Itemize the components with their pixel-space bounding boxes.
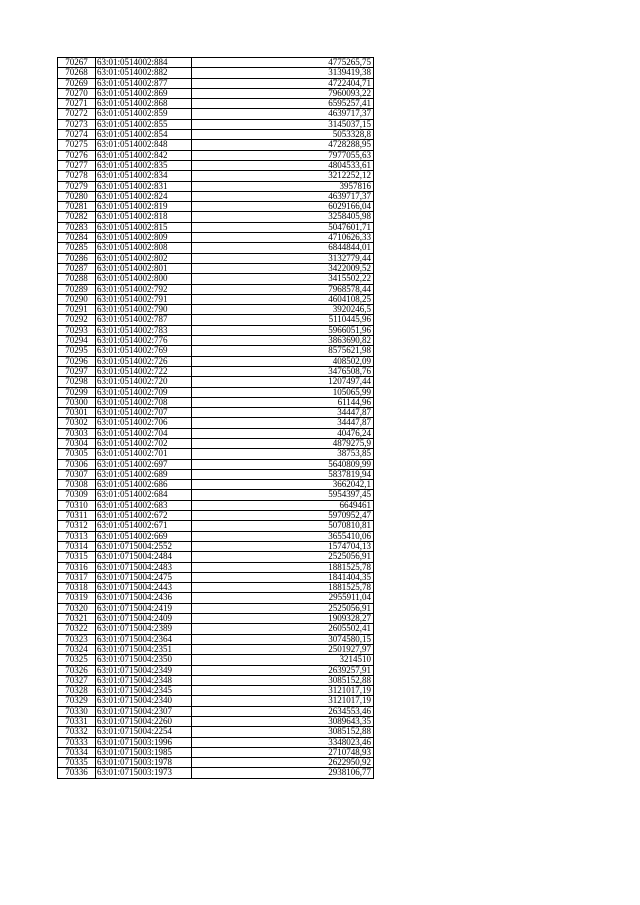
table-row <box>58 408 374 418</box>
row-number-cell: 70301 <box>58 408 96 418</box>
cadastral-number-cell: 63:01:0514002:709 <box>96 387 192 397</box>
cadastral-value-cell: 4639717,37 <box>192 109 374 119</box>
table-row <box>58 634 374 644</box>
table-row <box>58 531 374 541</box>
row-number-cell: 70299 <box>58 387 96 397</box>
row-number-cell: 70328 <box>58 686 96 696</box>
cadastral-number-cell: 63:01:0715004:2345 <box>96 686 192 696</box>
cadastral-value-cell: 1881525,78 <box>192 583 374 593</box>
cadastral-value-cell: 7977055,63 <box>192 150 374 160</box>
table-row <box>58 150 374 160</box>
row-number-cell: 70268 <box>58 68 96 78</box>
cadastral-value-cell: 6595257,41 <box>192 99 374 109</box>
table-row <box>58 294 374 304</box>
table-row <box>58 68 374 78</box>
row-number-cell: 70284 <box>58 233 96 243</box>
cadastral-number-cell: 63:01:0514002:790 <box>96 305 192 315</box>
cadastral-value-cell: 3662042,1 <box>192 480 374 490</box>
row-number-cell: 70310 <box>58 500 96 510</box>
cadastral-value-cell: 105065,99 <box>192 387 374 397</box>
cadastral-number-cell: 63:01:0715004:2409 <box>96 614 192 624</box>
cadastral-value-cell: 5640809,99 <box>192 459 374 469</box>
cadastral-value-cell: 2955911,04 <box>192 593 374 603</box>
cadastral-number-cell: 63:01:0715003:1978 <box>96 758 192 768</box>
cadastral-value-cell: 3655410,06 <box>192 531 374 541</box>
cadastral-value-cell: 3863690,82 <box>192 336 374 346</box>
cadastral-number-cell: 63:01:0514002:783 <box>96 325 192 335</box>
cadastral-number-cell: 63:01:0514002:791 <box>96 294 192 304</box>
table-row <box>58 387 374 397</box>
cadastral-number-cell: 63:01:0514002:855 <box>96 119 192 129</box>
row-number-cell: 70282 <box>58 212 96 222</box>
cadastral-value-cell: 3920246,5 <box>192 305 374 315</box>
cadastral-number-cell: 63:01:0715004:2552 <box>96 541 192 551</box>
cadastral-number-cell: 63:01:0715004:2340 <box>96 696 192 706</box>
cadastral-value-cell: 1574704,13 <box>192 541 374 551</box>
row-number-cell: 70296 <box>58 356 96 366</box>
cadastral-number-cell: 63:01:0514002:776 <box>96 336 192 346</box>
cadastral-number-cell: 63:01:0514002:831 <box>96 181 192 191</box>
cadastral-number-cell: 63:01:0514002:708 <box>96 397 192 407</box>
row-number-cell: 70269 <box>58 78 96 88</box>
table-row <box>58 397 374 407</box>
cadastral-number-cell: 63:01:0514002:818 <box>96 212 192 222</box>
cadastral-number-cell: 63:01:0514002:702 <box>96 438 192 448</box>
cadastral-value-cell: 3476508,76 <box>192 366 374 376</box>
cadastral-value-cell: 34447,87 <box>192 418 374 428</box>
cadastral-value-cell: 2622950,92 <box>192 758 374 768</box>
row-number-cell: 70291 <box>58 305 96 315</box>
cadastral-value-cell: 2639257,91 <box>192 665 374 675</box>
row-number-cell: 70292 <box>58 315 96 325</box>
cadastral-number-cell: 63:01:0514002:842 <box>96 150 192 160</box>
table-row <box>58 706 374 716</box>
row-number-cell: 70290 <box>58 294 96 304</box>
table-row <box>58 99 374 109</box>
cadastral-value-cell: 1909328,27 <box>192 614 374 624</box>
row-number-cell: 70286 <box>58 253 96 263</box>
cadastral-value-cell: 4804533,61 <box>192 160 374 170</box>
cadastral-number-cell: 63:01:0514002:726 <box>96 356 192 366</box>
cadastral-value-cell: 6649461 <box>192 500 374 510</box>
table-row <box>58 109 374 119</box>
cadastral-number-cell: 63:01:0514002:669 <box>96 531 192 541</box>
table-row <box>58 160 374 170</box>
table-body <box>58 58 374 779</box>
cadastral-value-cell: 3085152,88 <box>192 727 374 737</box>
row-number-cell: 70312 <box>58 521 96 531</box>
row-number-cell: 70283 <box>58 222 96 232</box>
row-number-cell: 70295 <box>58 346 96 356</box>
cadastral-number-cell: 63:01:0514002:835 <box>96 160 192 170</box>
row-number-cell: 70329 <box>58 696 96 706</box>
row-number-cell: 70304 <box>58 438 96 448</box>
table-row <box>58 675 374 685</box>
row-number-cell: 70287 <box>58 263 96 273</box>
cadastral-number-cell: 63:01:0514002:869 <box>96 88 192 98</box>
cadastral-value-cell: 4722404,71 <box>192 78 374 88</box>
cadastral-value-cell: 3348023,46 <box>192 737 374 747</box>
table-row <box>58 603 374 613</box>
table-row <box>58 171 374 181</box>
table-row <box>58 459 374 469</box>
table-row <box>58 480 374 490</box>
table-row <box>58 233 374 243</box>
table-row <box>58 552 374 562</box>
cadastral-value-cell: 4879275,9 <box>192 438 374 448</box>
cadastral-number-cell: 63:01:0715004:2348 <box>96 675 192 685</box>
row-number-cell: 70332 <box>58 727 96 737</box>
table-row <box>58 747 374 757</box>
cadastral-number-cell: 63:01:0514002:701 <box>96 449 192 459</box>
table-row <box>58 655 374 665</box>
row-number-cell: 70326 <box>58 665 96 675</box>
cadastral-number-cell: 63:01:0514002:824 <box>96 191 192 201</box>
cadastral-number-cell: 63:01:0715004:2351 <box>96 644 192 654</box>
cadastral-value-cell: 2501927,97 <box>192 644 374 654</box>
cadastral-value-cell: 7960093,22 <box>192 88 374 98</box>
cadastral-number-cell: 63:01:0715004:2484 <box>96 552 192 562</box>
row-number-cell: 70331 <box>58 717 96 727</box>
row-number-cell: 70285 <box>58 243 96 253</box>
cadastral-number-cell: 63:01:0715004:2443 <box>96 583 192 593</box>
cadastral-value-cell: 5047601,71 <box>192 222 374 232</box>
row-number-cell: 70270 <box>58 88 96 98</box>
cadastral-number-cell: 63:01:0514002:684 <box>96 490 192 500</box>
row-number-cell: 70272 <box>58 109 96 119</box>
cadastral-value-cell: 3957816 <box>192 181 374 191</box>
cadastral-number-cell: 63:01:0514002:707 <box>96 408 192 418</box>
cadastral-number-cell: 63:01:0514002:697 <box>96 459 192 469</box>
cadastral-value-cell: 5837819,94 <box>192 469 374 479</box>
row-number-cell: 70293 <box>58 325 96 335</box>
cadastral-value-cell: 4728288,95 <box>192 140 374 150</box>
cadastral-number-cell: 63:01:0514002:769 <box>96 346 192 356</box>
cadastral-number-cell: 63:01:0514002:859 <box>96 109 192 119</box>
table-row <box>58 253 374 263</box>
row-number-cell: 70298 <box>58 377 96 387</box>
cadastral-value-cell: 61144,96 <box>192 397 374 407</box>
cadastral-number-cell: 63:01:0715003:1985 <box>96 747 192 757</box>
row-number-cell: 70279 <box>58 181 96 191</box>
table-row <box>58 336 374 346</box>
cadastral-number-cell: 63:01:0715004:2364 <box>96 634 192 644</box>
cadastral-value-cell: 34447,87 <box>192 408 374 418</box>
row-number-cell: 70300 <box>58 397 96 407</box>
cadastral-value-cell: 3121017,19 <box>192 696 374 706</box>
table-row <box>58 696 374 706</box>
cadastral-value-cell: 3422009,52 <box>192 263 374 273</box>
row-number-cell: 70275 <box>58 140 96 150</box>
table-row <box>58 717 374 727</box>
row-number-cell: 70277 <box>58 160 96 170</box>
table-row <box>58 284 374 294</box>
table-row <box>58 541 374 551</box>
cadastral-value-table <box>57 57 374 779</box>
cadastral-number-cell: 63:01:0715004:2389 <box>96 624 192 634</box>
row-number-cell: 70305 <box>58 449 96 459</box>
table-row <box>58 58 374 68</box>
cadastral-value-cell: 40476,24 <box>192 428 374 438</box>
row-number-cell: 70278 <box>58 171 96 181</box>
cadastral-value-cell: 5970952,47 <box>192 511 374 521</box>
table-row <box>58 366 374 376</box>
table-row <box>58 140 374 150</box>
row-number-cell: 70333 <box>58 737 96 747</box>
table-row <box>58 356 374 366</box>
row-number-cell: 70327 <box>58 675 96 685</box>
row-number-cell: 70294 <box>58 336 96 346</box>
table-row <box>58 644 374 654</box>
row-number-cell: 70316 <box>58 562 96 572</box>
cadastral-number-cell: 63:01:0514002:801 <box>96 263 192 273</box>
cadastral-value-cell: 5966051,96 <box>192 325 374 335</box>
cadastral-value-cell: 3132779,44 <box>192 253 374 263</box>
cadastral-value-cell: 2525056,91 <box>192 603 374 613</box>
row-number-cell: 70276 <box>58 150 96 160</box>
cadastral-value-cell: 3258405,98 <box>192 212 374 222</box>
table-row <box>58 593 374 603</box>
cadastral-value-cell: 3214510 <box>192 655 374 665</box>
cadastral-number-cell: 63:01:0514002:722 <box>96 366 192 376</box>
table-row <box>58 665 374 675</box>
cadastral-number-cell: 63:01:0514002:809 <box>96 233 192 243</box>
cadastral-value-cell: 3074580,15 <box>192 634 374 644</box>
cadastral-value-cell: 7968578,44 <box>192 284 374 294</box>
cadastral-value-cell: 2710748,93 <box>192 747 374 757</box>
cadastral-number-cell: 63:01:0514002:704 <box>96 428 192 438</box>
cadastral-number-cell: 63:01:0715004:2419 <box>96 603 192 613</box>
cadastral-value-cell: 6844844,01 <box>192 243 374 253</box>
cadastral-value-cell: 5053328,8 <box>192 130 374 140</box>
cadastral-value-cell: 1207497,44 <box>192 377 374 387</box>
cadastral-number-cell: 63:01:0514002:882 <box>96 68 192 78</box>
table-row <box>58 624 374 634</box>
table-row <box>58 583 374 593</box>
cadastral-value-cell: 3212252,12 <box>192 171 374 181</box>
cadastral-value-cell: 2634553,46 <box>192 706 374 716</box>
cadastral-number-cell: 63:01:0514002:787 <box>96 315 192 325</box>
cadastral-value-cell: 4775265,75 <box>192 58 374 68</box>
row-number-cell: 70274 <box>58 130 96 140</box>
row-number-cell: 70302 <box>58 418 96 428</box>
cadastral-value-cell: 38753,85 <box>192 449 374 459</box>
cadastral-number-cell: 63:01:0715003:1996 <box>96 737 192 747</box>
table-row <box>58 686 374 696</box>
row-number-cell: 70297 <box>58 366 96 376</box>
cadastral-number-cell: 63:01:0514002:815 <box>96 222 192 232</box>
cadastral-value-cell: 5110445,96 <box>192 315 374 325</box>
row-number-cell: 70330 <box>58 706 96 716</box>
table-row <box>58 243 374 253</box>
cadastral-number-cell: 63:01:0514002:683 <box>96 500 192 510</box>
table-row <box>58 428 374 438</box>
row-number-cell: 70336 <box>58 768 96 778</box>
cadastral-number-cell: 63:01:0514002:689 <box>96 469 192 479</box>
cadastral-value-cell: 4604108,25 <box>192 294 374 304</box>
row-number-cell: 70335 <box>58 758 96 768</box>
table-row <box>58 325 374 335</box>
table-row <box>58 511 374 521</box>
cadastral-number-cell: 63:01:0514002:706 <box>96 418 192 428</box>
cadastral-number-cell: 63:01:0514002:848 <box>96 140 192 150</box>
table-row <box>58 768 374 778</box>
cadastral-number-cell: 63:01:0715003:1973 <box>96 768 192 778</box>
row-number-cell: 70308 <box>58 480 96 490</box>
row-number-cell: 70317 <box>58 572 96 582</box>
cadastral-value-cell: 408502,09 <box>192 356 374 366</box>
cadastral-number-cell: 63:01:0514002:686 <box>96 480 192 490</box>
table-row <box>58 727 374 737</box>
row-number-cell: 70288 <box>58 274 96 284</box>
table-row <box>58 500 374 510</box>
table-row <box>58 78 374 88</box>
table-row <box>58 469 374 479</box>
table-row <box>58 572 374 582</box>
row-number-cell: 70267 <box>58 58 96 68</box>
row-number-cell: 70324 <box>58 644 96 654</box>
table-row <box>58 758 374 768</box>
cadastral-number-cell: 63:01:0715004:2436 <box>96 593 192 603</box>
row-number-cell: 70322 <box>58 624 96 634</box>
row-number-cell: 70323 <box>58 634 96 644</box>
cadastral-value-cell: 3139419,38 <box>192 68 374 78</box>
table-row <box>58 449 374 459</box>
cadastral-value-cell: 3145037,15 <box>192 119 374 129</box>
cadastral-value-cell: 3085152,88 <box>192 675 374 685</box>
cadastral-number-cell: 63:01:0715004:2475 <box>96 572 192 582</box>
table-row <box>58 737 374 747</box>
row-number-cell: 70309 <box>58 490 96 500</box>
cadastral-number-cell: 63:01:0514002:868 <box>96 99 192 109</box>
table-row <box>58 315 374 325</box>
cadastral-value-cell: 5070810,81 <box>192 521 374 531</box>
cadastral-value-cell: 3415502,22 <box>192 274 374 284</box>
table-row <box>58 305 374 315</box>
cadastral-number-cell: 63:01:0514002:671 <box>96 521 192 531</box>
row-number-cell: 70314 <box>58 541 96 551</box>
row-number-cell: 70273 <box>58 119 96 129</box>
cadastral-value-cell: 4710626,33 <box>192 233 374 243</box>
cadastral-value-cell: 1881525,78 <box>192 562 374 572</box>
table-row <box>58 274 374 284</box>
row-number-cell: 70280 <box>58 191 96 201</box>
table-row <box>58 418 374 428</box>
table-row <box>58 562 374 572</box>
row-number-cell: 70320 <box>58 603 96 613</box>
table-row <box>58 212 374 222</box>
table-row <box>58 438 374 448</box>
table-row <box>58 263 374 273</box>
cadastral-number-cell: 63:01:0514002:854 <box>96 130 192 140</box>
table-row <box>58 130 374 140</box>
row-number-cell: 70315 <box>58 552 96 562</box>
cadastral-number-cell: 63:01:0715004:2483 <box>96 562 192 572</box>
cadastral-number-cell: 63:01:0514002:808 <box>96 243 192 253</box>
cadastral-number-cell: 63:01:0514002:834 <box>96 171 192 181</box>
row-number-cell: 70311 <box>58 511 96 521</box>
row-number-cell: 70303 <box>58 428 96 438</box>
row-number-cell: 70307 <box>58 469 96 479</box>
row-number-cell: 70325 <box>58 655 96 665</box>
cadastral-number-cell: 63:01:0514002:672 <box>96 511 192 521</box>
table-row <box>58 222 374 232</box>
row-number-cell: 70281 <box>58 202 96 212</box>
table-row <box>58 614 374 624</box>
cadastral-number-cell: 63:01:0514002:802 <box>96 253 192 263</box>
row-number-cell: 70334 <box>58 747 96 757</box>
table-row <box>58 490 374 500</box>
cadastral-value-cell: 5954397,45 <box>192 490 374 500</box>
cadastral-number-cell: 63:01:0715004:2349 <box>96 665 192 675</box>
row-number-cell: 70319 <box>58 593 96 603</box>
cadastral-number-cell: 63:01:0715004:2260 <box>96 717 192 727</box>
cadastral-number-cell: 63:01:0715004:2350 <box>96 655 192 665</box>
cadastral-number-cell: 63:01:0514002:877 <box>96 78 192 88</box>
cadastral-number-cell: 63:01:0514002:720 <box>96 377 192 387</box>
cadastral-value-cell: 8575621,98 <box>192 346 374 356</box>
table-row <box>58 88 374 98</box>
table-row <box>58 202 374 212</box>
cadastral-value-cell: 3089643,35 <box>192 717 374 727</box>
cadastral-number-cell: 63:01:0514002:792 <box>96 284 192 294</box>
table-row <box>58 377 374 387</box>
cadastral-value-cell: 3121017,19 <box>192 686 374 696</box>
row-number-cell: 70313 <box>58 531 96 541</box>
cadastral-value-cell: 4639717,37 <box>192 191 374 201</box>
row-number-cell: 70289 <box>58 284 96 294</box>
row-number-cell: 70271 <box>58 99 96 109</box>
cadastral-number-cell: 63:01:0514002:819 <box>96 202 192 212</box>
cadastral-number-cell: 63:01:0514002:884 <box>96 58 192 68</box>
table-row <box>58 521 374 531</box>
cadastral-number-cell: 63:01:0715004:2307 <box>96 706 192 716</box>
cadastral-value-cell: 2525056,91 <box>192 552 374 562</box>
table-row <box>58 346 374 356</box>
cadastral-number-cell: 63:01:0514002:800 <box>96 274 192 284</box>
table-row <box>58 181 374 191</box>
cadastral-value-cell: 1841404,35 <box>192 572 374 582</box>
row-number-cell: 70318 <box>58 583 96 593</box>
cadastral-value-cell: 2938106,77 <box>192 768 374 778</box>
table-row <box>58 119 374 129</box>
cadastral-value-cell: 6029166,04 <box>192 202 374 212</box>
cadastral-number-cell: 63:01:0715004:2254 <box>96 727 192 737</box>
row-number-cell: 70306 <box>58 459 96 469</box>
table-row <box>58 191 374 201</box>
row-number-cell: 70321 <box>58 614 96 624</box>
cadastral-value-cell: 2605502,41 <box>192 624 374 634</box>
